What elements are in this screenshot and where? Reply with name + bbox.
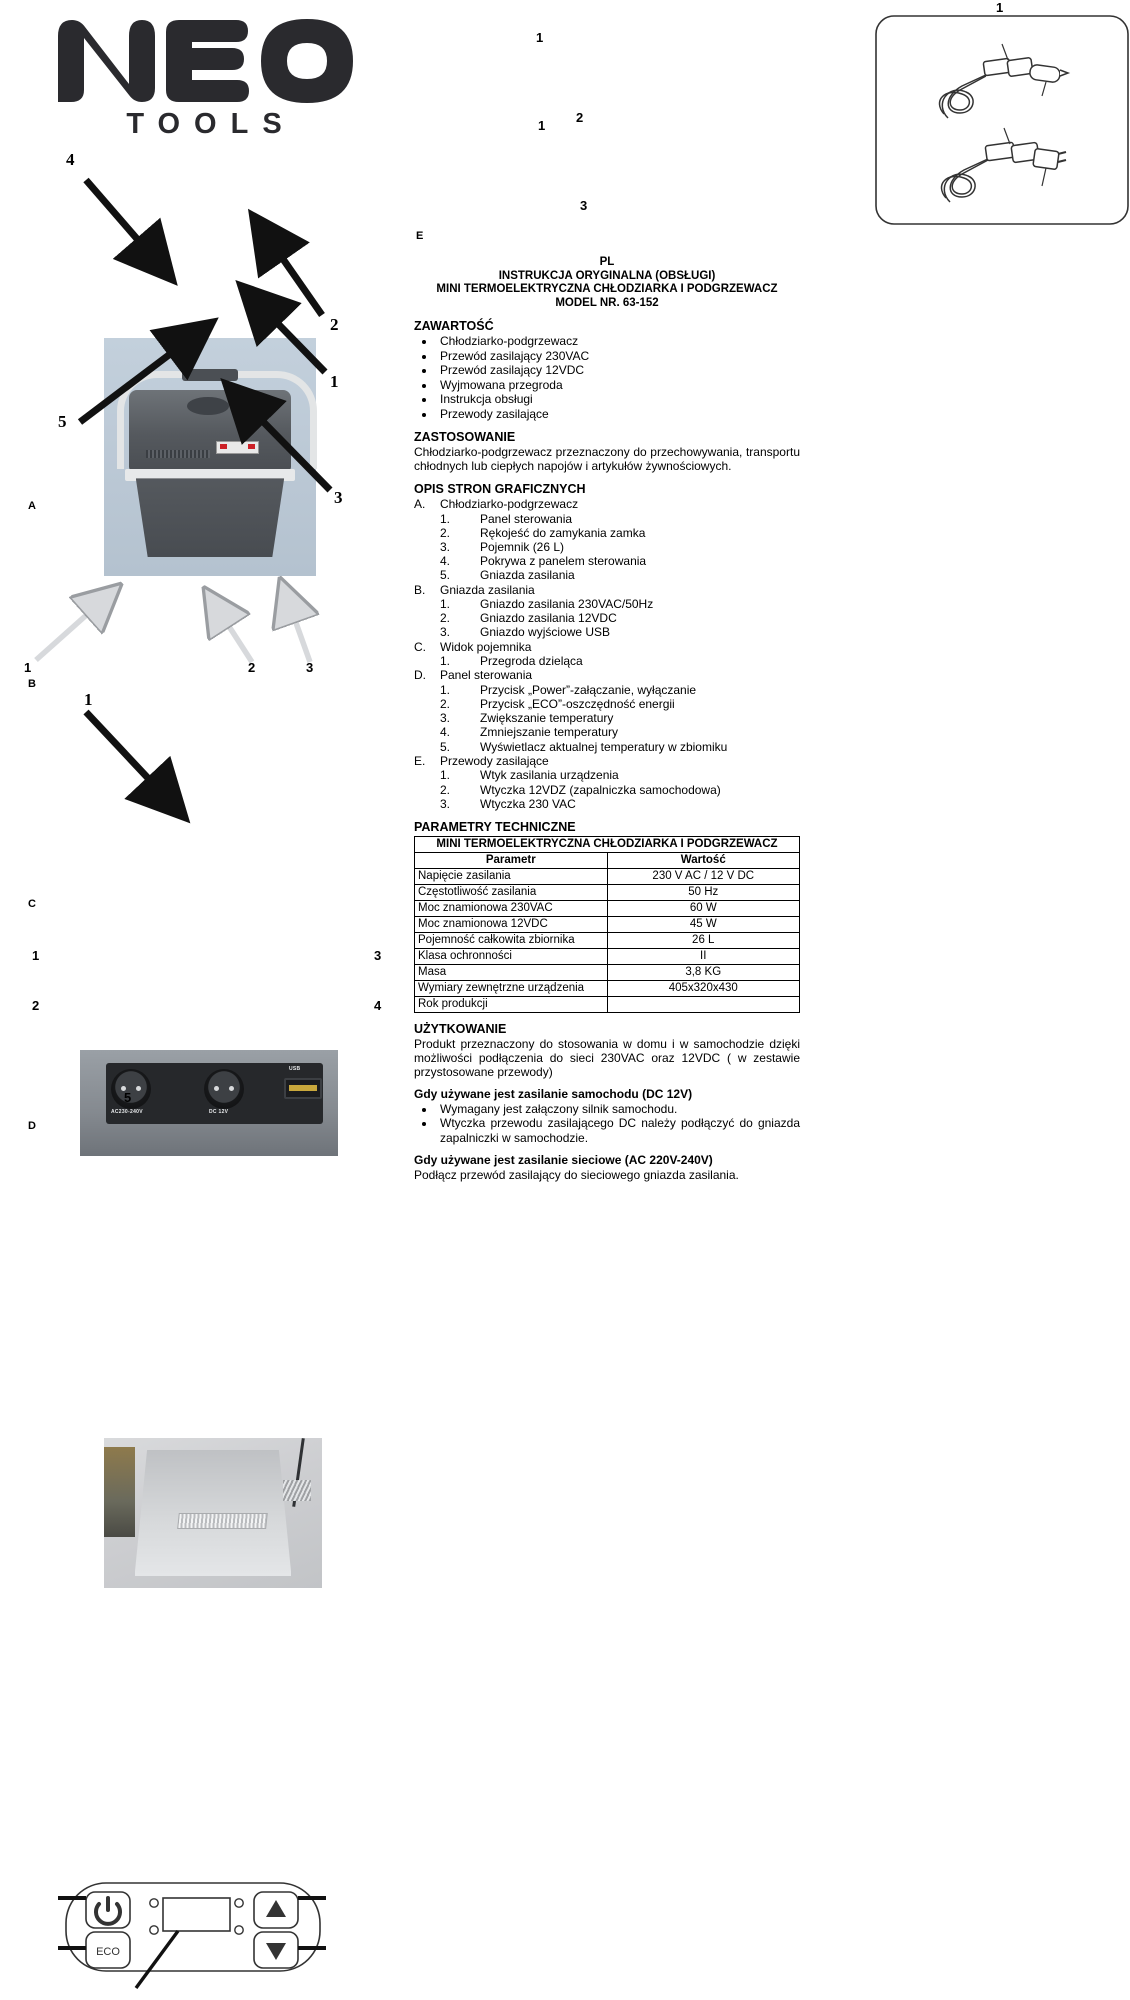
item-label: Gniazdo wyjściowe USB [480, 625, 611, 640]
figure-a-callout-5: 5 [58, 412, 67, 431]
figure-a-callout-3: 3 [334, 488, 343, 507]
list-item [414, 540, 800, 554]
group-b-mark: B. [414, 582, 426, 597]
item-mark: 3. [440, 625, 451, 640]
figure-e [408, 0, 1004, 246]
param-name: Wymiary zewnętrzne urządzenia [415, 980, 608, 996]
item-label: Wtyczka 230 VAC [480, 796, 576, 811]
list-item [414, 625, 800, 639]
param-name: Napięcie zasilania [415, 868, 608, 884]
graphics-heading: OPIS STRON GRAFICZNYCH [414, 482, 586, 496]
col-header-value: Wartość [607, 852, 800, 868]
group-d [414, 668, 800, 683]
item-label: Rękojeść do zamykania zamka [480, 525, 646, 540]
figure-b-callout-3: 3 [306, 660, 314, 675]
usage-dc-heading: Gdy używane jest zasilanie samochodu (DC 12V) [414, 1086, 693, 1101]
item-mark: 2. [440, 525, 451, 540]
figure-e-callout-2: 2 [576, 110, 584, 125]
tools-wordmark: TOOLS [126, 108, 296, 140]
figure-d [0, 930, 408, 1958]
table-row [415, 932, 800, 948]
param-value: 50 Hz [607, 884, 800, 900]
param-value: II [607, 948, 800, 964]
list-item: • Chłodziarko-podgrzewacz [436, 334, 800, 349]
table-row [415, 996, 800, 1012]
divider-basket [177, 1513, 268, 1529]
item-mark: 2. [440, 697, 451, 712]
group-b [414, 583, 800, 598]
table-row [415, 868, 800, 884]
group-c-label: Widok pojemnika [440, 639, 532, 654]
doc-title-line3: MODEL NR. 63-152 [555, 296, 659, 309]
item-label: Wtyczka 12VDZ (zapalniczka samochodowa) [480, 782, 721, 797]
table-row [415, 916, 800, 932]
brand-logo [0, 8, 408, 148]
list-item [414, 697, 800, 711]
parameters-heading: PARAMETRY TECHNICZNE [414, 819, 576, 834]
param-value: 230 V AC / 12 V DC [607, 868, 800, 884]
figure-c [0, 690, 408, 920]
figure-d-letter: D [28, 1120, 36, 1132]
param-value: 45 W [607, 916, 800, 932]
figure-a-callout-4: 4 [66, 150, 75, 169]
figure-e-letter: E [416, 230, 424, 242]
control-panel-diagram [58, 1878, 328, 2000]
list-item: • Wyjmowana przegroda [436, 378, 800, 393]
item-mark: 3. [440, 796, 451, 811]
item-label: Panel sterowania [480, 511, 573, 526]
item-mark: 4. [440, 554, 451, 569]
figure-a-arrows [0, 150, 408, 520]
figure-d-callout-5: 5 [124, 1090, 132, 1105]
param-name: Moc znamionowa 12VDC [415, 916, 608, 932]
dc-socket-label: DC 12V [209, 1109, 229, 1116]
list-item [414, 783, 800, 797]
item-label: Przycisk „Power”-załączanie, wyłączanie [480, 682, 697, 697]
container-background-strip [104, 1447, 135, 1537]
contents-list [414, 334, 800, 421]
item-mark: 4. [440, 725, 451, 740]
figure-b-arrows [0, 520, 408, 690]
text-column [408, 0, 1004, 1183]
param-name: Klasa ochronności [415, 948, 608, 964]
param-name: Pojemność całkowita zbiornika [415, 932, 608, 948]
figure-d-callout-1: 1 [32, 948, 40, 963]
item-label: Gniazda zasilania [480, 568, 575, 583]
group-e [414, 754, 800, 769]
graphics-description-list [414, 497, 800, 811]
list-item [414, 740, 800, 754]
param-value: 3,8 KG [607, 964, 800, 980]
table-header-row [415, 852, 800, 868]
figure-e-callout-3: 3 [580, 198, 588, 213]
item-mark: 5. [440, 739, 451, 754]
item-label: Gniazdo zasilania 230VAC/50Hz [480, 597, 654, 612]
item-mark: 2. [440, 782, 451, 797]
list-item [414, 568, 800, 582]
group-d-mark: D. [414, 668, 426, 683]
item-label: Wyświetlacz aktualnej temperatury w zbiomiku [480, 739, 728, 754]
figure-e-callout-top-1: 1 [996, 0, 1004, 15]
figure-e-callout-1a: 1 [536, 30, 544, 45]
figure-d-callout-2: 2 [32, 998, 40, 1013]
item-mark: 2. [440, 611, 451, 626]
param-name: Moc znamionowa 230VAC [415, 900, 608, 916]
eco-button-label: ECO [96, 1946, 120, 1958]
list-item [414, 597, 800, 611]
item-label: Zwiększanie temperatury [480, 711, 614, 726]
list-item [414, 711, 800, 725]
group-b-label: Gniazda zasilania [440, 582, 535, 597]
item-label: Wtyk zasilania urządzenia [480, 768, 619, 783]
list-item: • Przewód zasilający 230VAC [436, 349, 800, 364]
table-row [415, 964, 800, 980]
power-cords-diagram [874, 14, 1130, 226]
list-item [414, 611, 800, 625]
list-item [414, 554, 800, 568]
item-label: Przegroda dzieląca [480, 654, 583, 669]
application-text: Chłodziarko-podgrzewacz przeznaczony do przechowywania, transportu chłodnych lub ciepłych napojów i artykułów żywnościowych. [414, 445, 800, 473]
figure-b [0, 520, 408, 1116]
param-name: Masa [415, 964, 608, 980]
list-item [414, 725, 800, 739]
item-mark: 3. [440, 539, 451, 554]
usage-ac-heading: Gdy używane jest zasilanie sieciowe (AC 220V-240V) [414, 1153, 713, 1168]
group-e-mark: E. [414, 753, 426, 768]
group-a-mark: A. [414, 497, 426, 511]
group-e-label: Przewody zasilające [440, 753, 549, 768]
list-item: • Wtyczka przewodu zasilającego DC należy podłączyć do gniazda zapalniczki w samochodzie. [436, 1116, 800, 1145]
figure-c-callout-1: 1 [84, 690, 93, 709]
list-item [414, 768, 800, 782]
list-item [414, 683, 800, 697]
item-label: Pojemnik (26 L) [480, 539, 565, 554]
parameters-table [414, 836, 800, 1013]
param-name: Rok produkcji [415, 996, 608, 1012]
table-title-row [415, 836, 800, 852]
list-item [414, 512, 800, 526]
figure-a [0, 150, 408, 520]
param-value: 60 W [607, 900, 800, 916]
usage-intro: Produkt przeznaczony do stosowania w domu i w samochodzie dzięki możliwości podłączenia do sieci 230VAC oraz 12VDC ( w zestawie przystosowane przewody) [414, 1036, 800, 1079]
item-mark: 1. [440, 682, 451, 697]
figures-column [0, 0, 408, 1958]
figure-b-callout-1: 1 [24, 660, 32, 675]
list-item: • Przewód zasilający 12VDC [436, 363, 800, 378]
list-item [414, 797, 800, 811]
item-mark: 3. [440, 711, 451, 726]
figure-a-callout-2: 2 [330, 315, 339, 334]
group-a-label: Chłodziarko-podgrzewacz [440, 497, 579, 511]
usage-dc-list [414, 1102, 800, 1146]
manual-text [414, 256, 800, 1182]
application-heading: ZASTOSOWANIE [414, 430, 516, 444]
neo-wordmark-icon [54, 14, 354, 111]
item-mark: 1. [440, 511, 451, 526]
contents-heading: ZAWARTOŚĆ [414, 319, 494, 333]
list-item: • Przewody zasilające [436, 407, 800, 422]
list-item: • Instrukcja obsługi [436, 392, 800, 407]
figure-b-callout-2: 2 [248, 660, 256, 675]
usage-ac-text: Podłącz przewód zasilający do sieciowego gniazda zasilania. [414, 1168, 739, 1183]
doc-title-line1: INSTRUKCJA ORYGINALNA (OBSŁUGI) [498, 269, 716, 282]
item-label: Gniazdo zasilania 12VDC [480, 611, 617, 626]
table-row [415, 980, 800, 996]
item-label: Przycisk „ECO”-oszczędność energii [480, 697, 675, 712]
group-d-label: Panel sterowania [440, 668, 533, 683]
item-label: Pokrywa z panelem sterowania [480, 554, 647, 569]
table-row [415, 884, 800, 900]
item-mark: 5. [440, 568, 451, 583]
item-label: Zmniejszanie temperatury [480, 725, 619, 740]
item-mark: 1. [440, 768, 451, 783]
item-mark: 1. [440, 597, 451, 612]
param-value [607, 996, 800, 1012]
group-c-mark: C. [414, 639, 426, 654]
list-item: • Wymagany jest załączony silnik samochodu. [436, 1102, 800, 1117]
figure-c-letter: C [28, 898, 36, 910]
container-photo [104, 1438, 322, 1588]
table-title: MINI TERMOELEKTRYCZNA CHŁODZIARKA I PODGRZEWACZ [415, 836, 800, 852]
container-grill [283, 1480, 311, 1501]
doc-title-line2: MINI TERMOELEKTRYCZNA CHŁODZIARKA I PODGRZEWACZ [436, 283, 778, 295]
col-header-param: Parametr [415, 852, 608, 868]
figure-c-arrow [0, 690, 408, 920]
param-value: 26 L [607, 932, 800, 948]
ac-socket-label: AC230-240V [110, 1109, 143, 1116]
figure-a-letter: A [28, 500, 36, 512]
group-a [414, 497, 800, 512]
list-item [414, 526, 800, 540]
table-row [415, 948, 800, 964]
figure-a-callout-1: 1 [330, 372, 339, 391]
table-row [415, 900, 800, 916]
usb-socket-label: USB [288, 1065, 301, 1072]
param-value: 405x320x430 [607, 980, 800, 996]
usage-heading: UŻYTKOWANIE [414, 1021, 507, 1036]
doc-lang: PL [599, 256, 615, 268]
param-name: Częstotliwość zasilania [415, 884, 608, 900]
figure-d-callout-4: 4 [374, 998, 382, 1013]
figure-b-letter: B [28, 678, 36, 690]
list-item [414, 654, 800, 668]
group-c [414, 640, 800, 655]
item-mark: 1. [440, 654, 451, 669]
figure-e-callout-1b: 1 [538, 118, 546, 133]
figure-d-callout-3: 3 [374, 948, 382, 963]
